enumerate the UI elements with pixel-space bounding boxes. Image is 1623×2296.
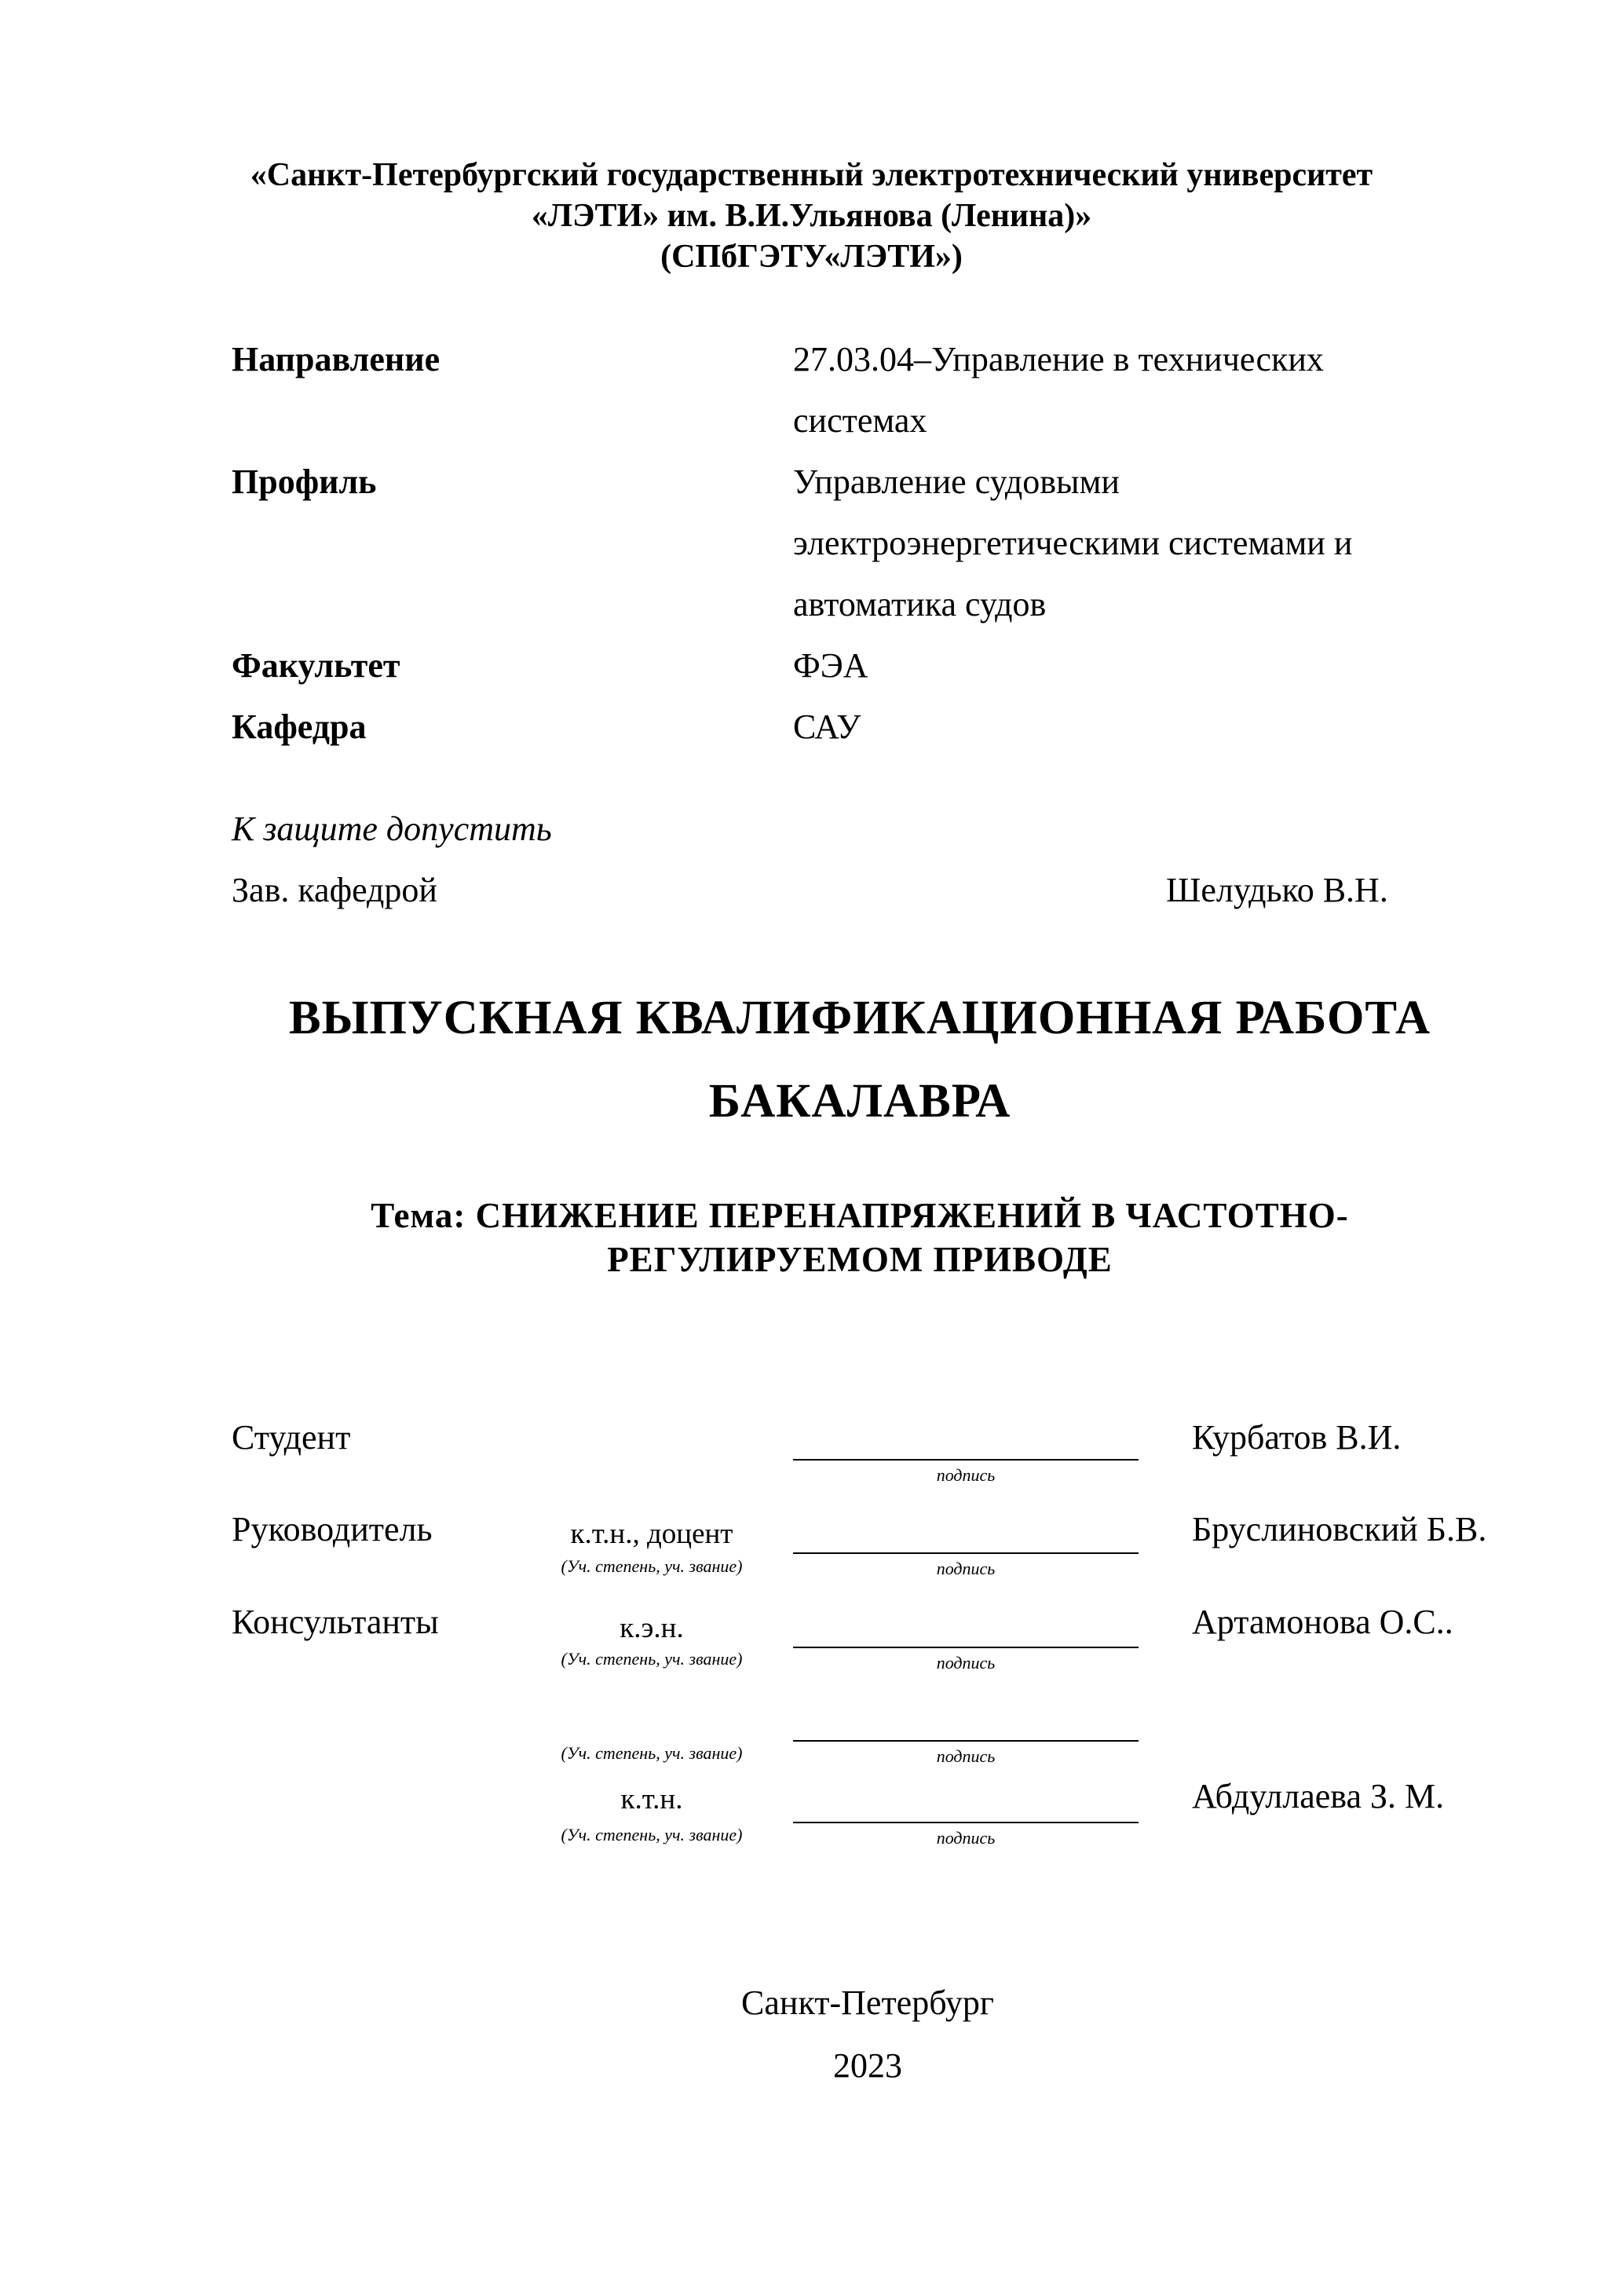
head-of-department-label: Зав. кафедрой <box>232 871 437 909</box>
consultant3-degree: к.т.н. <box>620 1783 683 1815</box>
consultant1-name: Артамонова О.С.. <box>1192 1603 1453 1641</box>
direction-value-line1: 27.03.04–Управление в технических <box>793 340 1324 378</box>
student-name: Курбатов В.И. <box>1192 1418 1402 1457</box>
year: 2023 <box>833 2046 902 2085</box>
supervisor-signature-caption: подпись <box>936 1559 996 1578</box>
student-signature-caption: подпись <box>936 1465 996 1485</box>
consultant2-signature-caption: подпись <box>936 1746 996 1766</box>
topic-line1: Тема: СНИЖЕНИЕ ПЕРЕНАПРЯЖЕНИЙ В ЧАСТОТНО- <box>371 1196 1349 1235</box>
supervisor-role-label: Руководитель <box>232 1510 433 1548</box>
supervisor-name: Бруслиновский Б.В. <box>1192 1510 1487 1548</box>
consultant1-degree-caption: (Уч. степень, уч. звание) <box>561 1649 743 1669</box>
document-title-line2: БАКАЛАВРА <box>708 1075 1011 1128</box>
faculty-value: ФЭА <box>793 646 868 685</box>
consultant3-signature-line <box>793 1822 1139 1823</box>
direction-label: Направление <box>232 340 440 378</box>
consultant1-signature-line <box>793 1647 1139 1648</box>
student-signature-line <box>793 1459 1139 1461</box>
profile-value-line1: Управление судовыми <box>793 462 1120 501</box>
consultant3-degree-caption: (Уч. степень, уч. звание) <box>561 1825 743 1844</box>
university-abbreviation: (СПбГЭТУ«ЛЭТИ») <box>660 239 963 275</box>
document-title-line1: ВЫПУСКНАЯ КВАЛИФИКАЦИОННАЯ РАБОТА <box>288 992 1431 1044</box>
profile-value-line2: электроэнергетическими системами и <box>793 524 1353 562</box>
head-of-department-name: Шелудько В.Н. <box>1166 871 1388 909</box>
department-label: Кафедра <box>232 707 367 746</box>
student-role-label: Студент <box>232 1418 351 1457</box>
consultant2-signature-line <box>793 1740 1139 1742</box>
city: Санкт-Петербург <box>741 1983 994 2022</box>
consultants-role-label: Консультанты <box>232 1603 439 1641</box>
consultant1-signature-caption: подпись <box>936 1653 996 1673</box>
consultant1-degree: к.э.н. <box>620 1612 684 1644</box>
direction-value-line2: системах <box>793 401 927 440</box>
consultant2-degree-caption: (Уч. степень, уч. звание) <box>561 1743 743 1763</box>
profile-value-line3: автоматика судов <box>793 585 1047 623</box>
supervisor-degree: к.т.н., доцент <box>570 1518 733 1550</box>
supervisor-signature-line <box>793 1552 1139 1554</box>
supervisor-degree-caption: (Уч. степень, уч. звание) <box>561 1556 743 1576</box>
admission-note: К защите допустить <box>232 810 552 848</box>
faculty-label: Факультет <box>232 646 400 685</box>
university-name-line2: «ЛЭТИ» им. В.И.Ульянова (Ленина)» <box>531 198 1092 234</box>
consultant3-name: Абдуллаева З. М. <box>1192 1777 1445 1815</box>
university-name-line1: «Санкт-Петербургский государственный электротехнический университет <box>250 157 1373 193</box>
consultant3-signature-caption: подпись <box>936 1828 996 1848</box>
department-value: САУ <box>793 707 861 746</box>
topic-line2: РЕГУЛИРУЕМОМ ПРИВОДЕ <box>607 1240 1113 1279</box>
profile-label: Профиль <box>232 462 377 501</box>
